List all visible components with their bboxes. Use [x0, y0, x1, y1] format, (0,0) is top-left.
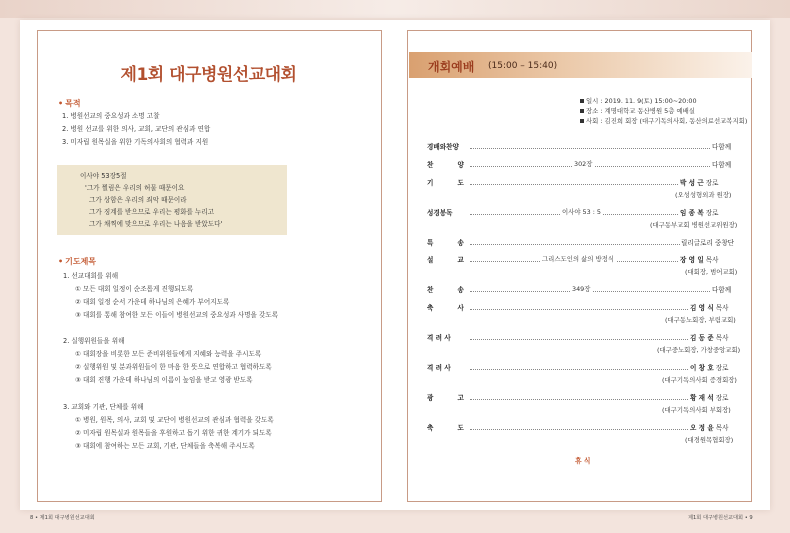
square-bullet-icon — [580, 99, 584, 103]
prayer-item: ③ 대회를 통해 참여한 모든 이들이 병원선교의 중요성과 사명을 갖도록 — [75, 311, 279, 319]
verse-line: 그가 채찍에 맞으므로 우리는 나음을 받았도다' — [89, 220, 223, 228]
service-title: 개회예배 — [428, 60, 475, 74]
purpose-item: 1. 병원선교의 중요성과 소명 고찰 — [62, 112, 160, 120]
prayer-group-title: 1. 선교대회를 위해 — [63, 272, 119, 280]
prayer-item: ③ 대회에 참여하는 모든 교회, 기관, 단체들을 축복해 주시도록 — [75, 442, 255, 450]
left-page-footer: 8 • 제1회 대구병원선교대회 — [30, 515, 95, 521]
dotted-leader — [470, 369, 688, 370]
closing-break: 휴 식 — [575, 457, 591, 465]
prayer-item: ① 병원, 원목, 의사, 교회 및 교단이 병원선교의 관심과 협력을 갖도록 — [75, 416, 274, 424]
row-label: 설 교 — [427, 256, 467, 264]
prayer-item: ① 대회장을 비롯한 모든 준비위원들에게 지혜와 능력을 주시도록 — [75, 350, 262, 358]
verse-line: '그가 찔림은 우리의 허물 때문이요 — [85, 184, 185, 192]
row-label: 찬 양 — [427, 161, 467, 169]
prayer-item: ② 미자립 원목실과 원목들을 후원하고 돕기 위한 귀한 계기가 되도록 — [75, 429, 272, 437]
row-label: 기 도 — [427, 179, 467, 187]
square-bullet-icon — [580, 119, 584, 123]
info-date: 일시 : 2019. 11. 9(토) 15:00~20:00 — [580, 96, 697, 105]
row-label: 찬 송 — [427, 286, 467, 294]
page-title: 제1회 대구병원선교대회 — [120, 65, 297, 85]
prayer-item: ① 모든 대회 일정이 순조롭게 진행되도록 — [75, 285, 194, 293]
verse-line: 그가 징계를 받으므로 우리는 평화를 누리고 — [89, 208, 215, 216]
row-label: 특 송 — [427, 239, 467, 247]
purpose-item: 2. 병원 선교를 위한 의사, 교회, 교단의 관심과 연합 — [62, 125, 211, 133]
info-place: 장소 : 계명대학교 동산병원 5층 예배실 — [580, 106, 695, 115]
info-host: 사회 : 김진희 회장 (대구기독의사회, 동산의료선교복지회) — [580, 116, 747, 125]
purpose-item: 3. 미자립 원목실을 위한 기독의사회의 협력과 지원 — [62, 138, 209, 146]
row-label: 광 고 — [427, 394, 467, 402]
verse-reference: 이사야 53장5절 — [80, 172, 127, 180]
dotted-leader — [470, 339, 688, 340]
dotted-leader — [470, 429, 688, 430]
dotted-leader — [470, 399, 688, 400]
dotted-leader — [470, 309, 688, 310]
prayer-item: ② 실행위원 및 분과위원들이 한 마음 한 뜻으로 연합하고 협력하도록 — [75, 363, 272, 371]
square-bullet-icon — [580, 109, 584, 113]
service-time: (15:00 – 15:40) — [488, 61, 558, 71]
prayer-item: ② 대회 일정 순서 가운데 하나님의 은혜가 부어지도록 — [75, 298, 230, 306]
prayer-item: ③ 대회 진행 가운데 하나님의 이름이 높임을 받고 영광 받도록 — [75, 376, 253, 384]
dotted-leader — [470, 148, 710, 149]
verse-line: 그가 상함은 우리의 죄악 때문이라 — [89, 196, 187, 204]
prayer-heading: • 기도제목 — [58, 257, 97, 266]
right-page-footer: 제1회 대구병원선교대회 • 9 — [688, 515, 753, 521]
dotted-leader — [470, 244, 680, 245]
purpose-heading: • 목적 — [58, 99, 81, 108]
row-label: 축 도 — [427, 424, 467, 432]
page-top-band — [0, 0, 790, 18]
prayer-group-title: 2. 실행위원들을 위해 — [63, 337, 125, 345]
row-label: 축 사 — [427, 304, 467, 312]
dotted-leader — [470, 184, 678, 185]
prayer-group-title: 3. 교회와 기관, 단체를 위해 — [63, 403, 144, 411]
